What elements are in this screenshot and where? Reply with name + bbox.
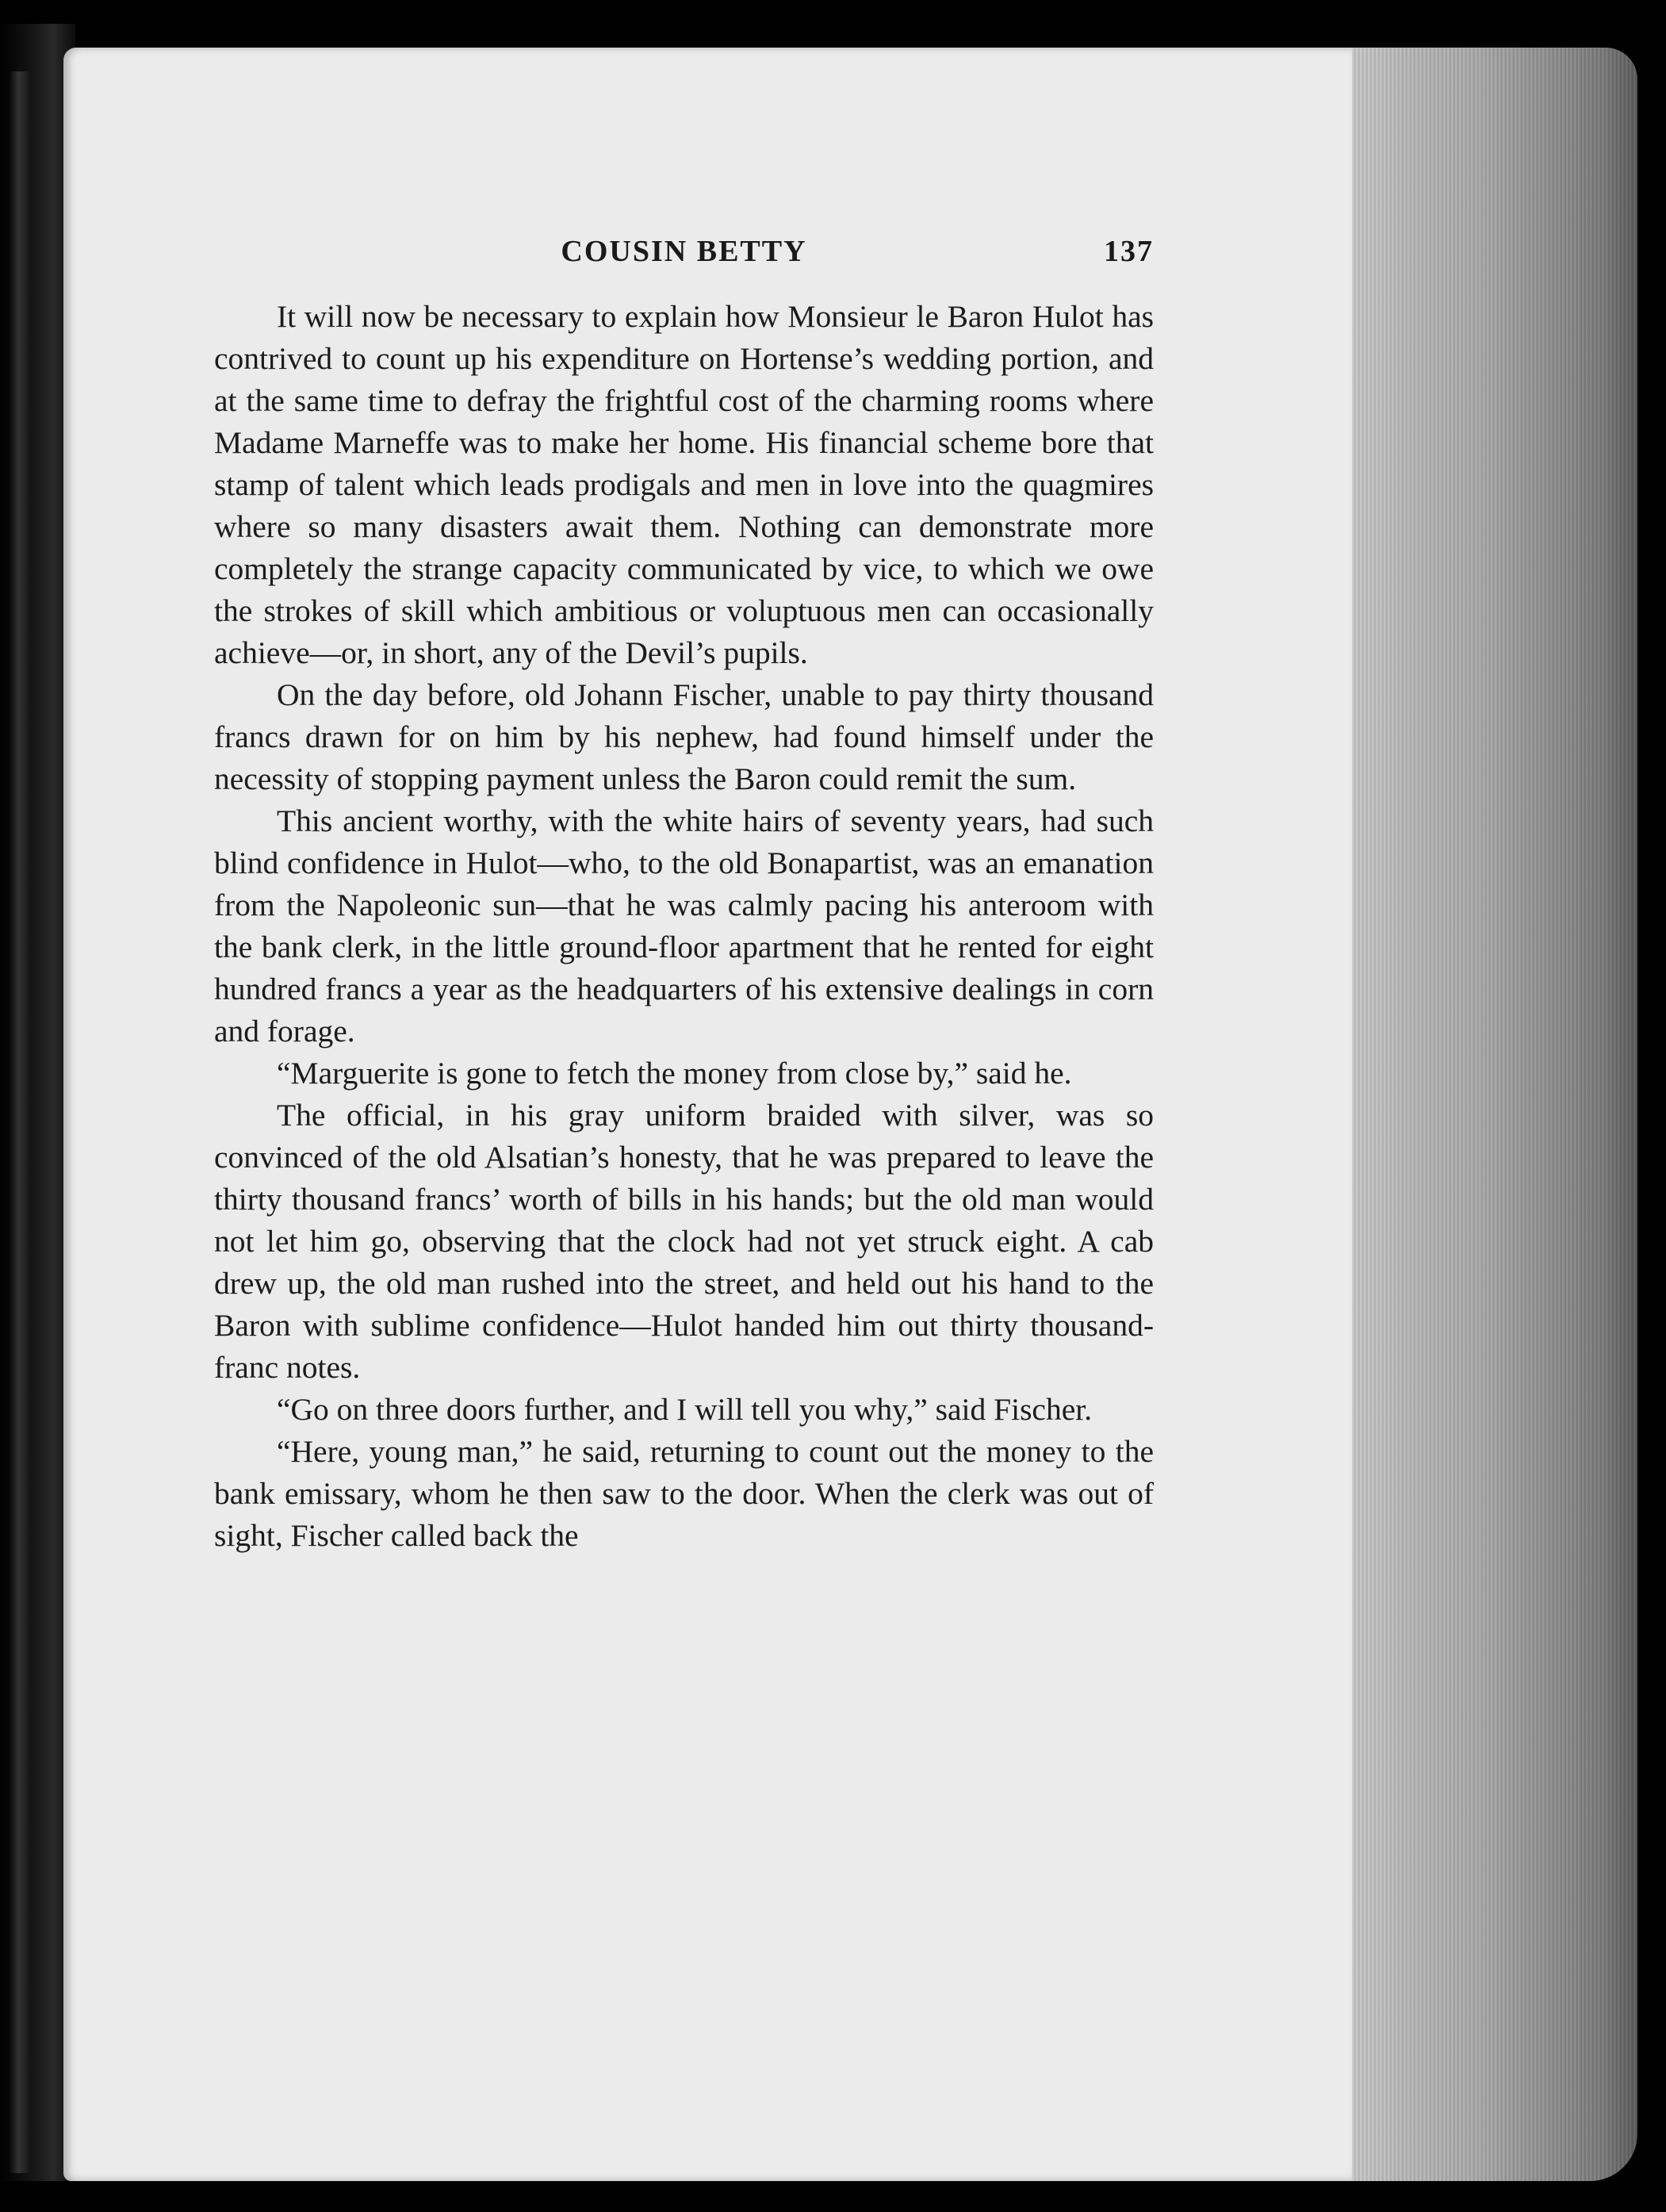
paragraph: “Marguerite is gone to fetch the money from close by,” said he. [277, 1056, 1072, 1091]
paragraph: It will now be necessary to explain how Monsieur le Baron Hulot has contrived to count up his expenditure on Hortense’s wedding portion, and at the same time to defray the frightful cost of the charming rooms where Madame Marneffe was to make her home. His financial scheme bore that stamp of talent which leads prodigals and men in love into the quagmires where so many disasters await them. Nothing can demonstrate more completely the strange capacity communicated by vice, to which we owe the strokes of skill which ambitious or voluptuous men can occasionally achieve—or, in short, any of the Devil’s pupils. [214, 299, 1154, 670]
running-head [214, 234, 1154, 274]
body-text [214, 296, 1154, 1557]
paragraph: “Here, young man,” he said, returning to count out the money to the bank emissary, whom he then saw to the door. When the clerk was out of sight, Fischer called back the [214, 1434, 1154, 1553]
facing-page-binding [10, 71, 30, 2173]
paragraph: This ancient worthy, with the white hairs of seventy years, had such blind confidence in Hulot—who, to the old Bonapartist, was an emanation from the Napoleonic sun—that he was calmly pacing his anteroom with the bank clerk, in the little ground-floor apartment that he rented for eight hundred francs a year as the headquarters of his extensive dealings in corn and forage. [214, 803, 1154, 1048]
running-title: COUSIN BETTY [561, 235, 807, 268]
paragraph: On the day before, old Johann Fischer, unable to pay thirty thousand francs drawn for on him by his nephew, had found himself under the necessity of stopping payment unless the Baron could remit the sum. [214, 677, 1154, 796]
page-number: 137 [1104, 235, 1154, 268]
paragraph: “Go on three doors further, and I will tell you why,” said Fischer. [277, 1392, 1093, 1427]
paragraph: The official, in his gray uniform braided with silver, was so convinced of the old Alsatian’s honesty, that he was prepared to leave the thirty thousand francs’ worth of bills in his hands; but the old man would not let him go, observing that the clock had not yet struck eight. A cab drew up, the old man rushed into the street, and held out his hand to the Baron with sublime confidence—Hulot handed him out thirty thousand-franc notes. [214, 1098, 1154, 1385]
page-stack-edge [1348, 48, 1637, 2181]
